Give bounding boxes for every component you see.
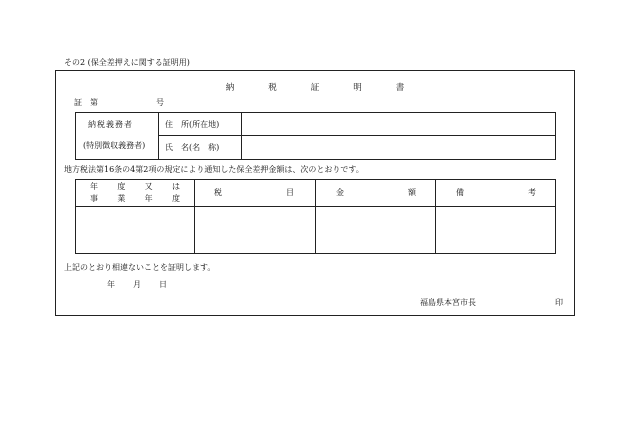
form-caption: その2 (保全差押えに関する証明用) [64,58,190,67]
header-year-line1: 年 度 又 は [90,182,180,191]
taxpayer-divider [158,112,159,160]
date-month-label: 月 [133,280,141,289]
statement-text: 地方税法第16条の4第2項の規定により通知した保全差押金額は、次のとおりです。 [64,165,364,174]
certificate-number [74,99,164,107]
title-char: 証 [310,83,320,93]
title-char: 納 [225,83,235,93]
header-tax-item: 税 目 [214,188,294,197]
amount-table-divider [435,179,436,254]
header-amount: 金 額 [336,188,416,197]
certificate-number-suffix: 号 [156,98,164,107]
title-char: 明 [353,83,362,93]
date-day-label: 日 [159,280,167,289]
certify-text: 上記のとおり相違ないことを証明します。 [64,263,216,272]
title-char: 書 [395,83,405,93]
date-year-label: 年 [107,280,115,289]
header-year-line2: 事 業 年 度 [90,194,180,203]
amount-table-divider [194,179,195,254]
address-label: 住 所(所在地) [165,120,220,129]
issue-date [107,281,167,289]
title-char: 税 [268,83,277,93]
remarks-value-cell[interactable] [441,220,549,232]
year-value-cell[interactable] [80,220,188,232]
taxpayer-label: 納税義務者 [88,120,133,129]
amount-table-divider [315,179,316,254]
name-label: 氏 名(名 称) [165,143,220,152]
taxpayer-divider [241,112,242,160]
taxpayer-divider [158,135,556,136]
tax-item-value-cell[interactable] [200,220,308,232]
document-title [0,84,630,93]
amount-value-cell[interactable] [321,220,429,232]
name-field[interactable] [248,144,548,154]
certificate-number-prefix: 証 第 [74,98,98,107]
header-remarks: 備 考 [456,188,536,197]
seal-mark: 印 [555,298,563,307]
issuer-name: 福島県本宮市長 [420,298,476,307]
address-field[interactable] [248,121,548,131]
special-collector-label: (特別徴収義務者) [83,141,146,150]
